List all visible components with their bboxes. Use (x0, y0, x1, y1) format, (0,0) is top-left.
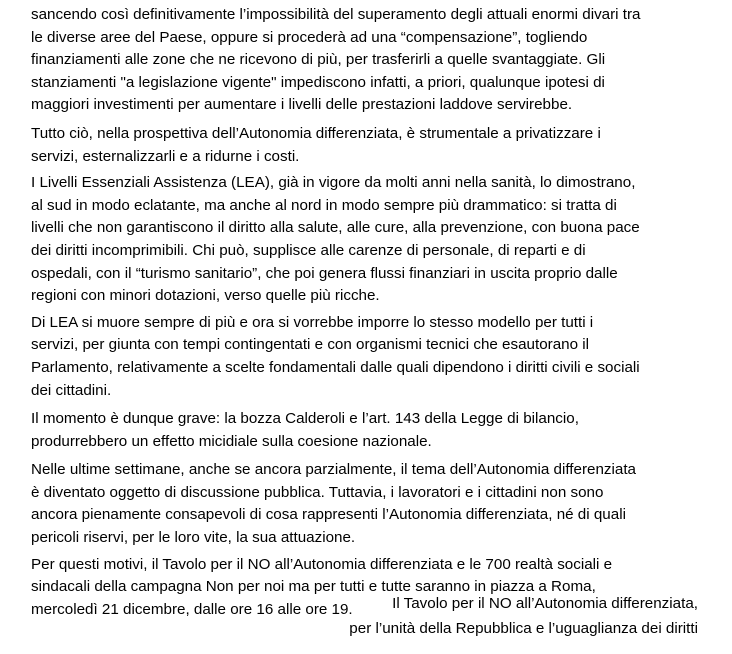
text-line: stanziamenti "a legislazione vigente" impediscono infatti, a priori, qualunque ipotesi di (31, 73, 605, 91)
signature-line-1: Il Tavolo per il NO all’Autonomia differenziata, (392, 595, 698, 612)
text-line: livelli che non garantiscono il diritto alla salute, alle cure, alla prevenzione, con buona pace (31, 219, 640, 237)
paragraph-lea (31, 172, 711, 308)
text-line: maggiori investimenti per aumentare i livelli delle prestazioni laddove servirebbe. (31, 96, 573, 114)
text-line: Parlamento, relativamente a scelte fondamentali dalle quali dipendono i diritti civili e sociali (31, 358, 640, 376)
text-line: ospedali, con il “turismo sanitario”, che poi genera flussi finanziari in uscita proprio dalle (31, 264, 618, 282)
text-line: al sud in modo eclatante, ma anche al nord in modo sempre più drammatico: si tratta di (31, 196, 617, 214)
text-line: pericoli riservi, per le loro vite, la sua attuazione. (31, 529, 356, 547)
paragraph-modello (31, 312, 711, 402)
text-line: le diverse aree del Paese, oppure si procederà ad una “compensazione”, togliendo (31, 28, 588, 46)
text-line: regioni con minori dotazioni, verso quelle più ricche. (31, 287, 380, 305)
signature-block (349, 591, 698, 641)
paragraph-divari (31, 4, 711, 117)
text-line: servizi, per giunta con tempi contingentati e con organismi tecnici che esautorano il (31, 336, 590, 354)
signature-line-2: per l’unità della Repubblica e l’uguaglianza dei diritti (349, 620, 698, 637)
paragraph-momento-grave (31, 408, 711, 453)
text-line: Per questi motivi, il Tavolo per il NO all’Autonomia differenziata e le 700 realtà sociali e (31, 555, 613, 573)
text-line: ancora pienamente consapevoli di cosa rappresenti l’Autonomia differenziata, né di quali (31, 506, 626, 524)
text-line: I Livelli Essenziali Assistenza (LEA), già in vigore da molti anni nella sanità, lo dimostrano, (31, 174, 636, 192)
text-line: è diventato oggetto di discussione pubblica. Tuttavia, i lavoratori e i cittadini non sono (31, 483, 604, 501)
text-line: Tutto ciò, nella prospettiva dell’Autonomia differenziata, è strumentale a privatizzare i (31, 124, 601, 142)
paragraph-privatizzare (31, 123, 711, 168)
document-body (31, 4, 711, 621)
text-line: produrrebbero un effetto micidiale sulla coesione nazionale. (31, 432, 432, 450)
text-line: Il momento è dunque grave: la bozza Calderoli e l’art. 143 della Legge di bilancio, (31, 410, 579, 428)
text-line: sindacali della campagna Non per noi ma per tutti e tutte saranno in piazza a Roma, (31, 578, 596, 596)
text-line: Di LEA si muore sempre di più e ora si vorrebbe imporre lo stesso modello per tutti i (31, 313, 594, 331)
paragraph-discussione (31, 459, 711, 549)
text-line: dei diritti incomprimibili. Chi può, supplisce alle carenze di personale, di reparti e di (31, 241, 586, 259)
text-line: servizi, esternalizzarli e a ridurne i costi. (31, 147, 300, 165)
text-line: sancendo così definitivamente l’impossibilità del superamento degli attuali enormi divari tra (31, 6, 641, 23)
text-line: Nelle ultime settimane, anche se ancora parzialmente, il tema dell’Autonomia differenziata (31, 461, 637, 479)
text-line: finanziamenti alle zone che ne ricevono di più, per trasferirli a quelle svantaggiate. Gli (31, 51, 606, 69)
text-line: mercoledì 21 dicembre, dalle ore 16 alle ore 19. (31, 600, 353, 618)
text-line: dei cittadini. (31, 381, 112, 399)
